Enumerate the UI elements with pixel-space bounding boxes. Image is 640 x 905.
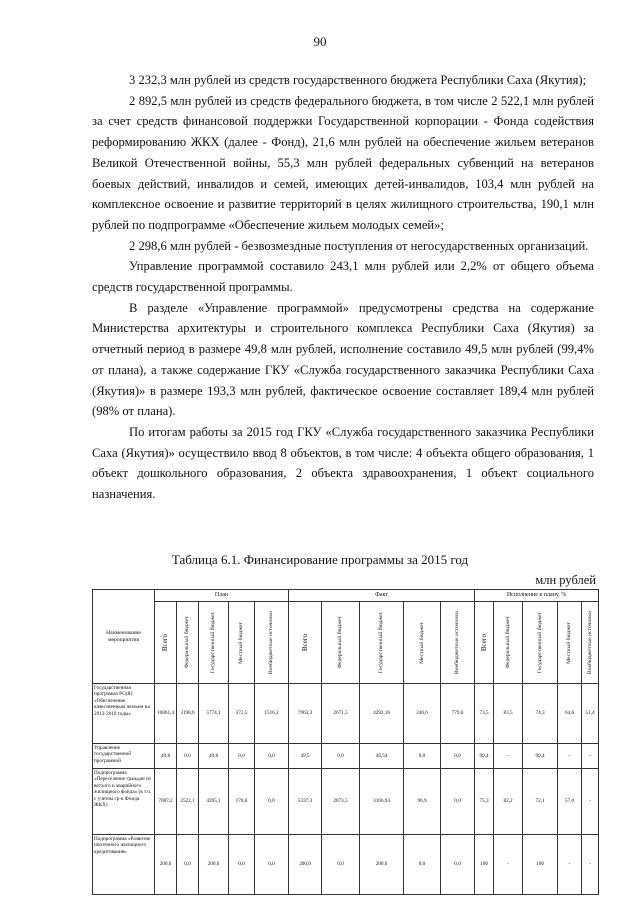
- header-exec-state: Государственный бюджет: [523, 602, 558, 684]
- table-units: млн рублей: [535, 573, 596, 587]
- cell-value: 0,0: [255, 835, 289, 895]
- cell-value: 10861,4: [155, 684, 177, 744]
- header-fact-local: Местный бюджет: [404, 602, 441, 684]
- cell-value: -: [558, 835, 582, 895]
- cell-value: 200,0: [155, 835, 177, 895]
- cell-value: 5774,1: [199, 684, 229, 744]
- cell-value: 7087,2: [155, 769, 177, 835]
- cell-value: 7963,3: [289, 684, 322, 744]
- body-text: [92, 70, 594, 505]
- cell-value: 0,0: [441, 744, 475, 769]
- cell-value: 96,9: [404, 769, 441, 835]
- cell-value: 73,5: [475, 684, 494, 744]
- header-fact-federal: Федеральный бюджет: [322, 602, 360, 684]
- cell-value: -: [494, 744, 523, 769]
- table-row: [93, 684, 599, 744]
- cell-value: 240,6: [404, 684, 441, 744]
- cell-value: -: [582, 835, 599, 895]
- row-name: Государственная программа РС(Я) «Обеспечение качественным жильем на 2012-2019 годы»: [93, 684, 155, 744]
- cell-value: 2522,1: [177, 769, 199, 835]
- cell-value: 372,5: [229, 684, 255, 744]
- paragraph-state-budget: 3 232,3 млн рублей из средств государственного бюджета Республики Саха (Якутия);: [129, 73, 587, 87]
- cell-value: -: [582, 744, 599, 769]
- cell-value: 170,0: [229, 769, 255, 835]
- page-number: 90: [313, 34, 327, 49]
- cell-value: 49,8: [199, 744, 229, 769]
- cell-value: 200,0: [360, 835, 404, 895]
- cell-value: 82,2: [494, 769, 523, 835]
- header-fact-extra: Внебюджетные источники: [441, 602, 475, 684]
- cell-value: 75,3: [475, 769, 494, 835]
- cell-value: 0,0: [229, 835, 255, 895]
- cell-value: 51,4: [582, 684, 599, 744]
- cell-value: 74,3: [523, 684, 558, 744]
- cell-value: 83,5: [494, 684, 523, 744]
- cell-value: 4292,16: [360, 684, 404, 744]
- cell-value: 5337,3: [289, 769, 322, 835]
- header-plan-local: Местный бюджет: [229, 602, 255, 684]
- cell-value: 49,5: [289, 744, 322, 769]
- cell-value: -: [558, 744, 582, 769]
- paragraph-results-2015: По итогам работы за 2015 год ГКУ «Служба государственного заказчика Республики Саха (Якутия)» осуществило ввод 8 объектов, в том числе: 4 объекта общего образования, 1 объект дошкольного образования, 2 объекта здравоохранения, 1 объект социального назначения.: [92, 424, 594, 502]
- header-name: Наименование мероприятия: [93, 590, 155, 684]
- header-plan: План: [155, 590, 289, 602]
- header-fact-state: Государственный бюджет: [360, 602, 404, 684]
- cell-value: -: [494, 835, 523, 895]
- header-exec-local: Местный бюджет: [558, 602, 582, 684]
- cell-value: 0,0: [177, 835, 199, 895]
- header-plan-total: Всего: [155, 602, 177, 684]
- header-plan-federal: Федеральный бюджет: [177, 602, 199, 684]
- cell-value: 99,4: [523, 744, 558, 769]
- row-name: Подпрограмма «Развитие ипотечного жилищного кредитования»: [93, 835, 155, 895]
- cell-value: 72,1: [523, 769, 558, 835]
- cell-value: 2671,5: [322, 684, 360, 744]
- cell-value: 64,6: [558, 684, 582, 744]
- cell-value: 200,0: [199, 835, 229, 895]
- header-fact: Факт: [289, 590, 475, 602]
- cell-value: 0,0: [229, 744, 255, 769]
- cell-value: 3166,94: [360, 769, 404, 835]
- paragraph-management-section: В разделе «Управление программой» предусмотрены средства на содержание Министерства архитектуры и строительного комплекса Республики Саха (Якутия) за отчетный период в размере 49,8 млн рублей, исполнение составило 49,5 млн рублей (99,4% от плана), а также содержание ГКУ «Служба государственного заказчика Республики Саха (Якутия)» в размере 193,3 млн рублей, фактическое освоение составляет 189,4 млн рублей (98% от плана).: [92, 300, 594, 419]
- row-name: Управление государственной программой: [93, 744, 155, 769]
- header-exec-extra: Внебюджетные источники: [582, 602, 599, 684]
- cell-value: 0,0: [322, 744, 360, 769]
- cell-value: 0,0: [404, 835, 441, 895]
- cell-value: 200,0: [289, 835, 322, 895]
- header-fact-total: Всего: [289, 602, 322, 684]
- header-exec-total: Всего: [475, 602, 494, 684]
- cell-value: 100: [523, 835, 558, 895]
- cell-value: 0,0: [441, 835, 475, 895]
- row-name: Подпрограмма «Переселение граждан из ветхого и аварийного жилищного фонда» (в т.ч. с учетом ср-в Фонда ЖКХ): [93, 769, 155, 835]
- cell-value: 1516,2: [255, 684, 289, 744]
- header-plan-state: Государственный бюджет: [199, 602, 229, 684]
- paragraph-program-management: Управление программой составило 243,1 млн рублей или 2,2% от общего объема средств государственной программы.: [92, 259, 594, 295]
- table-caption: Таблица 6.1. Финансирование программы за 2015 год: [171, 552, 469, 567]
- header-exec-federal: Федеральный бюджет: [494, 602, 523, 684]
- cell-value: 0,0: [255, 769, 289, 835]
- paragraph-non-state: 2 298,6 млн рублей - безвозмездные поступления от негосударственных организаций.: [129, 238, 589, 253]
- cell-value: 4395,1: [199, 769, 229, 835]
- cell-value: 49,8: [155, 744, 177, 769]
- cell-value: 0,0: [177, 744, 199, 769]
- financing-table: [92, 589, 599, 895]
- header-plan-extra: Внебюджетные источники: [255, 602, 289, 684]
- cell-value: 100: [475, 835, 494, 895]
- cell-value: 3198,6: [177, 684, 199, 744]
- cell-value: 2073,5: [322, 769, 360, 835]
- cell-value: 0,0: [441, 769, 475, 835]
- cell-value: -: [582, 769, 599, 835]
- header-exec: Исполнение к плану, %: [475, 590, 599, 602]
- cell-value: 0,0: [322, 835, 360, 895]
- paragraph-federal-budget: 2 892,5 млн рублей из средств федерального бюджета, в том числе 2 522,1 млн рублей за счет средств финансовой поддержки Государственной корпорации - Фонда содействия реформированию ЖКХ (далее - Фонд), 21,6 млн рублей на обеспечение жильем ветеранов Великой Отечественной войны, 55,3 млн рублей федеральных субвенций на ветеранов боевых действий, инвалидов и семей, имеющих детей-инвалидов, 103,4 млн рублей на комплексное освоение и развитие территорий в целях жилищного строительства, 190,1 млн рублей по подпрограмме «Обеспечение жильем молодых семей»;: [92, 93, 594, 232]
- table-row: [93, 744, 599, 769]
- table-row: [93, 835, 599, 895]
- cell-value: 0,0: [404, 744, 441, 769]
- cell-value: 0,0: [255, 744, 289, 769]
- cell-value: 99,4: [475, 744, 494, 769]
- cell-value: 779,0: [441, 684, 475, 744]
- cell-value: 57,0: [558, 769, 582, 835]
- table-row: [93, 769, 599, 835]
- cell-value: 49,54: [360, 744, 404, 769]
